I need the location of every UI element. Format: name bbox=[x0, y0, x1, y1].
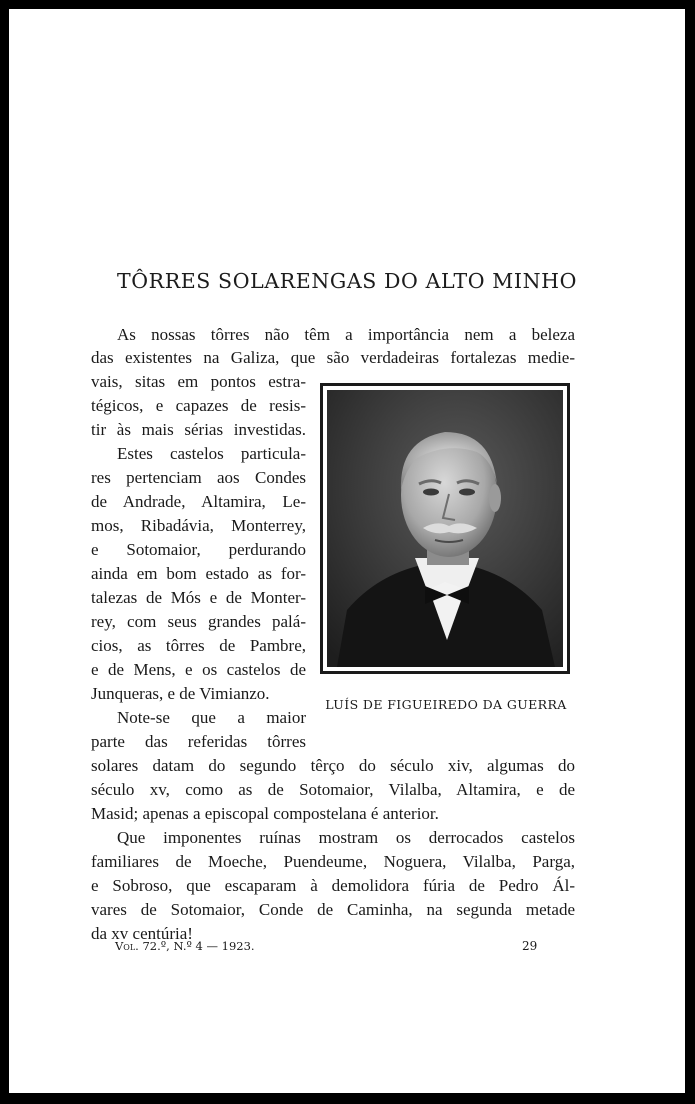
paragraph-line: Junqueras, e de Vimianzo. bbox=[91, 684, 270, 703]
paragraph-line: familiares de Moeche, Puendeume, Noguera, Vilalba, Parga, bbox=[91, 852, 575, 871]
portrait-photo bbox=[320, 383, 570, 674]
paragraph-line: mos, Ribadávia, Monterrey, bbox=[91, 516, 306, 535]
paragraph-line: de Andrade, Altamira, Le- bbox=[91, 492, 306, 511]
paragraph-line: res pertenciam aos Condes bbox=[91, 468, 306, 487]
paragraph-line: Que imponentes ruínas mostram os derrocados castelos bbox=[117, 828, 575, 847]
paragraph-line: e Sobroso, que escaparam à demolidora fúria de Pedro Ál- bbox=[91, 876, 575, 895]
article-title: TÔRRES SOLARENGAS DO ALTO MINHO bbox=[116, 268, 578, 293]
paragraph-line: As nossas tôrres não têm a importância nem a beleza bbox=[117, 325, 575, 344]
paragraph-line: Estes castelos particula- bbox=[117, 444, 306, 463]
paragraph-line: ainda em bom estado as for- bbox=[91, 564, 306, 583]
paragraph-line: tégicos, e capazes de resis- bbox=[91, 396, 306, 415]
paragraph-line: e de Mens, e os castelos de bbox=[91, 660, 306, 679]
paragraph-line: cios, as tôrres de Pambre, bbox=[91, 636, 306, 655]
paragraph-line: rey, com seus grandes palá- bbox=[91, 612, 306, 631]
paragraph-line: solares datam do segundo têrço do século xiv, algumas do bbox=[91, 756, 575, 775]
page-number: 29 bbox=[522, 939, 538, 953]
paragraph-line: tir às mais sérias investidas. bbox=[91, 420, 306, 439]
paragraph-line: da xv centúria! bbox=[91, 924, 193, 943]
portrait-caption: LUÍS DE FIGUEIREDO DA GUERRA bbox=[325, 697, 567, 712]
paragraph-line: Masid; apenas a episcopal compostelana é anterior. bbox=[91, 804, 439, 823]
volume-reference: Vol. 72.º, N.º 4 — 1923. bbox=[115, 939, 255, 953]
paragraph-line: parte das referidas tôrres bbox=[91, 732, 306, 751]
paragraph-line: das existentes na Galiza, que são verdadeiras fortalezas medie- bbox=[91, 348, 575, 367]
paragraph-line: vais, sitas em pontos estra- bbox=[91, 372, 306, 391]
document-page bbox=[9, 9, 685, 1093]
paragraph-line: Note-se que a maior bbox=[117, 708, 306, 727]
paragraph-line: talezas de Mós e de Monter- bbox=[91, 588, 306, 607]
paragraph-line: vares de Sotomaior, Conde de Caminha, na segunda metade bbox=[91, 900, 575, 919]
portrait-image bbox=[327, 390, 563, 667]
paragraph-line: e Sotomaior, perdurando bbox=[91, 540, 306, 559]
paragraph-line: século xv, como as de Sotomaior, Vilalba, Altamira, e de bbox=[91, 780, 575, 799]
